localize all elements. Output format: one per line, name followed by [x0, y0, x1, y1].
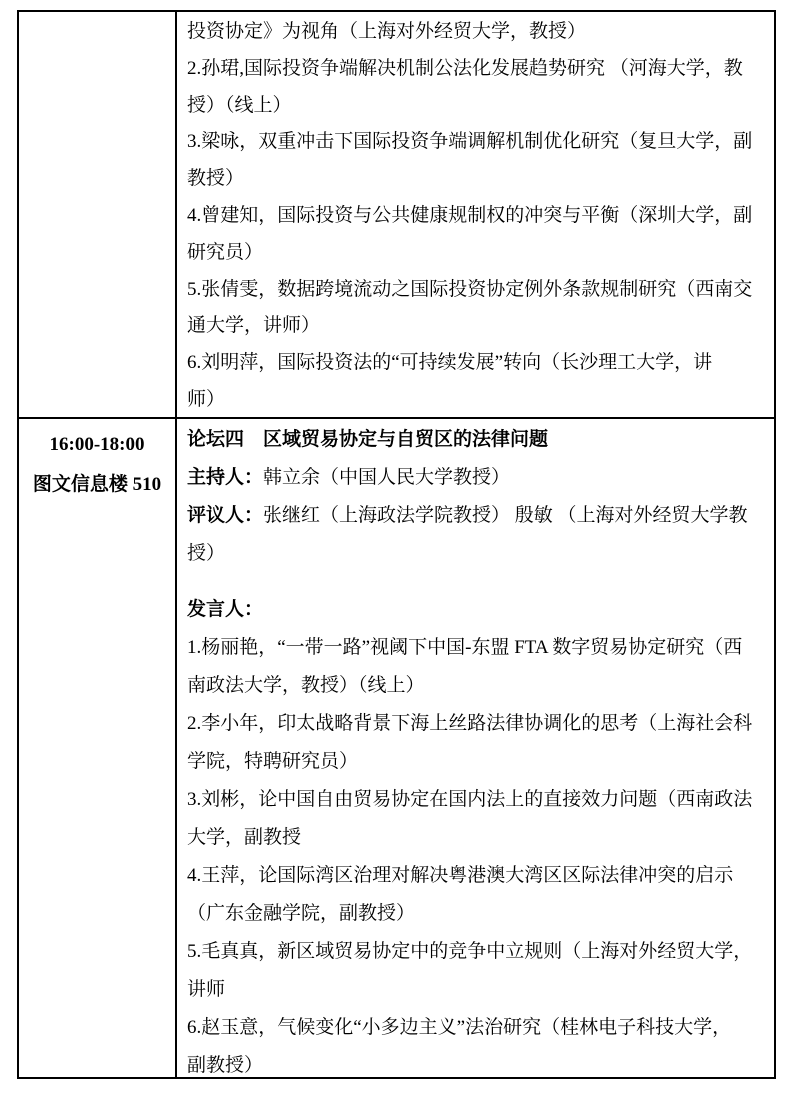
session-line: 投资协定》为视角（上海对外经贸大学，教授）: [187, 21, 587, 42]
table-row-forum-4: [19, 419, 774, 1077]
session-line: 2.孙珺,国际投资争端解决机制公法化发展趋势研究 （河海大学，教: [187, 57, 743, 79]
session-line: 3.梁咏，双重冲击下国际投资争端调解机制优化研究（复旦大学，副: [187, 131, 753, 153]
session-line: 师）: [187, 388, 226, 410]
forum-title: 论坛四 区域贸易协定与自贸区的法律问题: [187, 429, 549, 450]
speaker-line: 副教授）: [187, 1055, 264, 1076]
host-label: 主持人：: [187, 467, 264, 488]
session-line: 6.刘明萍，国际投资法的“可持续发展”转向（长沙理工大学，讲: [187, 352, 713, 374]
host-name: 韩立余（中国人民大学教授）: [263, 467, 511, 488]
session-time: 16:00-18:00: [49, 434, 145, 455]
speaker-line: 大学，副教授: [187, 827, 302, 848]
reviewer-line-wrap: 授）: [187, 543, 226, 564]
conference-schedule-table: [17, 10, 776, 1079]
session-line: 通大学，讲师）: [187, 315, 321, 337]
spacer: [187, 573, 766, 591]
speaker-line: 学院，特聘研究员）: [187, 751, 359, 772]
speaker-line: 2.李小年，印太战略背景下海上丝路法律协调化的思考（上海社会科: [187, 713, 753, 734]
speaker-line: 讲师: [187, 979, 226, 1000]
speaker-line: （广东金融学院，副教授）: [187, 903, 416, 924]
reviewer-label: 评议人：: [187, 505, 264, 526]
speaker-line: 1.杨丽艳，“一带一路”视阈下中国-东盟 FTA 数字贸易协定研究（西: [187, 637, 743, 658]
table-row-forum-continued: [19, 12, 774, 419]
speaker-line: 5.毛真真，新区域贸易协定中的竞争中立规则（上海对外经贸大学，: [187, 941, 753, 962]
speaker-line: 6.赵玉意，气候变化“小多边主义”法治研究（桂林电子科技大学，: [187, 1017, 732, 1038]
reviewer-names: 张继红（上海政法学院教授） 殷敏 （上海对外经贸大学教: [263, 505, 748, 526]
speaker-line: 南政法大学，教授）（线上）: [187, 675, 425, 696]
time-location-cell: [19, 419, 177, 1077]
host-line: [187, 459, 766, 497]
session-line: 教授）: [187, 168, 245, 190]
speakers-label: 发言人：: [187, 599, 264, 620]
session-line: 研究员）: [187, 241, 264, 263]
session-location: 图文信息楼 510: [32, 474, 162, 495]
speaker-line: 4.王萍，论国际湾区治理对解决粤港澳大湾区区际法律冲突的启示: [187, 865, 734, 886]
session-content-cell: [177, 12, 774, 417]
session-line: 授）（线上）: [187, 94, 292, 116]
time-location-cell-empty: [19, 12, 177, 417]
session-content-cell: [177, 419, 774, 1077]
speaker-line: 3.刘彬，论中国自由贸易协定在国内法上的直接效力问题（西南政法: [187, 789, 753, 810]
reviewer-line: [187, 497, 766, 535]
session-line: 5.张倩雯，数据跨境流动之国际投资协定例外条款规制研究（西南交: [187, 278, 753, 300]
session-line: 4.曾建知，国际投资与公共健康规制权的冲突与平衡（深圳大学，副: [187, 204, 753, 226]
